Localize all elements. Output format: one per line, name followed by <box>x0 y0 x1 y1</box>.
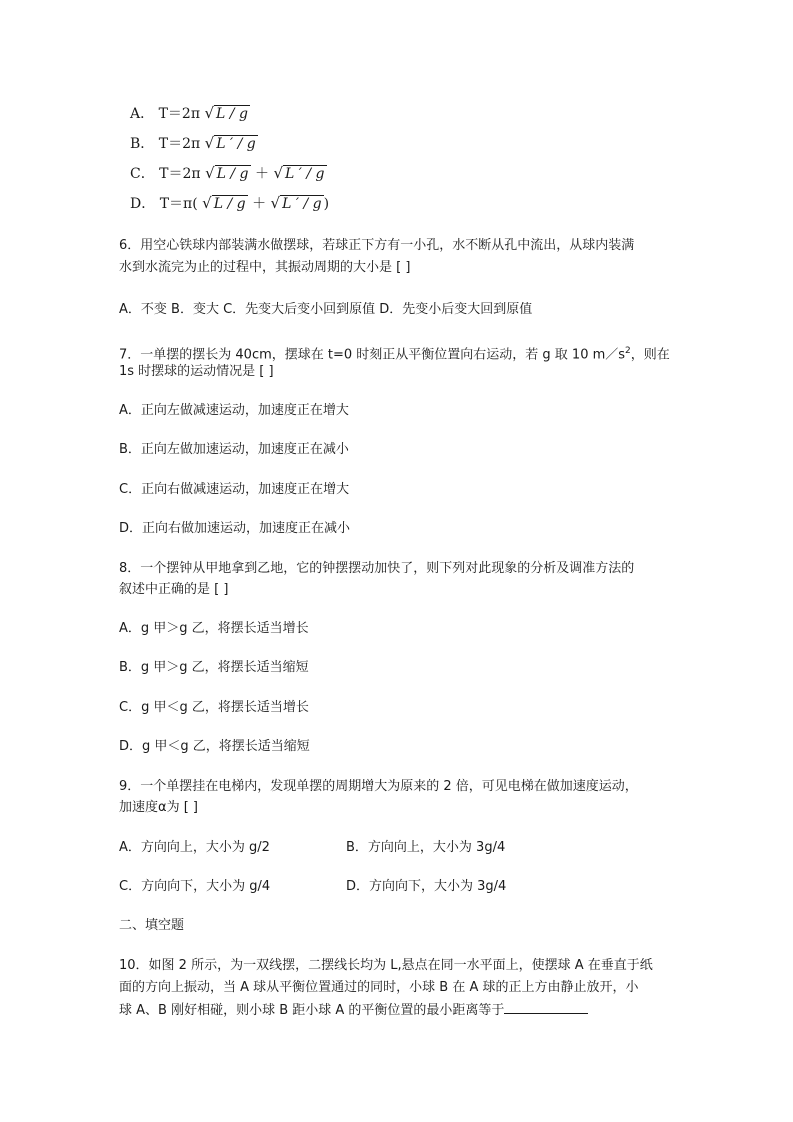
q9-option-b: B．方向向上，大小为 3g/4 <box>346 840 506 855</box>
radicand: L / g <box>216 166 249 182</box>
q8-option-b: B．g 甲＞g 乙，将摆长适当缩短 <box>119 660 309 675</box>
q9-option-c: C．方向向下，大小为 g/4 <box>119 879 271 894</box>
radicand: L ′ / g <box>282 196 322 212</box>
option-label: D． <box>130 196 156 212</box>
sqrt-term: √ L ′ / g <box>204 134 256 152</box>
section-heading-fill-in: 二、填空题 <box>119 918 185 933</box>
radicand: L / g <box>216 106 248 122</box>
q8-option-a: A．g 甲＞g 乙，将摆长适当增长 <box>119 621 309 636</box>
q9-text-line1: 9．一个单摆挂在电梯内，发现单摆的周期增大为原来的 2 倍，可见电梯在做加速度运动， <box>119 779 638 794</box>
q6-text-line1: 6．用空心铁球内部装满水做摆球，若球正下方有一小孔，水不断从孔中流出，从球内装满 <box>119 238 635 253</box>
formula-option-b <box>130 132 258 155</box>
answer-blank[interactable] <box>504 999 588 1014</box>
formula-lhs: T＝2π <box>158 106 201 122</box>
sqrt-term: √ L / g <box>202 194 246 212</box>
q7-option-a: A．正向左做减速运动，加速度正在增大 <box>119 403 349 418</box>
q10-text-line3 <box>119 999 588 1021</box>
q8-option-d: D．g 甲＜g 乙，将摆长适当缩短 <box>119 739 310 754</box>
q7-option-d: D．正向右做加速运动，加速度正在减小 <box>119 521 351 536</box>
q7-option-b: B．正向左做加速运动，加速度正在减小 <box>119 442 349 457</box>
close-paren: ) <box>323 196 330 212</box>
q7-text-line2: 1s 时摆球的运动情况是 [ ] <box>119 364 274 379</box>
radicand: L ′ / g <box>216 136 256 152</box>
plus-sign: ＋ <box>254 166 269 182</box>
option-label: C． <box>130 166 155 182</box>
radicand: L ′ / g <box>285 166 325 182</box>
q9-text-line2: 加速度α为 [ ] <box>119 800 198 815</box>
formula-option-c <box>130 162 327 185</box>
formula-option-d <box>130 192 329 215</box>
q8-text-line1: 8．一个摆钟从甲地拿到乙地，它的钟摆摆动加快了，则下列对此现象的分析及调准方法的 <box>119 561 635 576</box>
formula-lhs: T＝2π <box>159 166 201 182</box>
superscript: 2 <box>625 346 631 356</box>
sqrt-term: √ L / g <box>204 104 248 122</box>
q10-text-line1: 10．如图 2 所示，为一双线摆，二摆线长均为 L,悬点在同一水平面上，使摆球 A 在垂直于纸 <box>119 958 653 973</box>
q10-text-line2: 面的方向上振动，当 A 球从平衡位置通过的同时，小球 B 在 A 球的正上方由静止放开，小 <box>119 980 639 995</box>
plus-sign: ＋ <box>252 196 267 212</box>
option-label: A． <box>130 106 155 122</box>
formula-lhs: T＝π( <box>159 196 198 212</box>
q9-option-a: A．方向向上，大小为 g/2 <box>119 840 270 855</box>
sqrt-term: √ L / g <box>205 164 249 182</box>
q7-text-part: ，则在 <box>630 347 670 363</box>
formula-lhs: T＝2π <box>158 136 201 152</box>
q10-text-part: 球 A、B 刚好相碰，则小球 B 距小球 A 的平衡位置的最小距离等于 <box>119 1003 505 1018</box>
q7-option-c: C．正向右做减速运动，加速度正在增大 <box>119 482 350 497</box>
sqrt-term: √ L ′ / g <box>270 194 322 212</box>
q9-option-d: D．方向向下，大小为 3g/4 <box>346 879 507 894</box>
q8-option-c: C．g 甲＜g 乙，将摆长适当增长 <box>119 700 309 715</box>
formula-option-a <box>130 102 250 125</box>
sqrt-term: √ L ′ / g <box>273 164 325 182</box>
q8-text-line2: 叙述中正确的是 [ ] <box>119 582 229 597</box>
option-label: B． <box>130 136 155 152</box>
q6-text-line2: 水到水流完为止的过程中，其振动周期的大小是 [ ] <box>119 260 411 275</box>
q6-options: A．不变 B．变大 C．先变大后变小回到原值 D．先变小后变大回到原值 <box>119 302 533 317</box>
radicand: L / g <box>213 196 246 212</box>
q7-text-part: 7．一单摆的摆长为 40cm，摆球在 t=0 时刻正从平衡位置向右运动，若 g 取 10 m／s <box>119 347 626 363</box>
